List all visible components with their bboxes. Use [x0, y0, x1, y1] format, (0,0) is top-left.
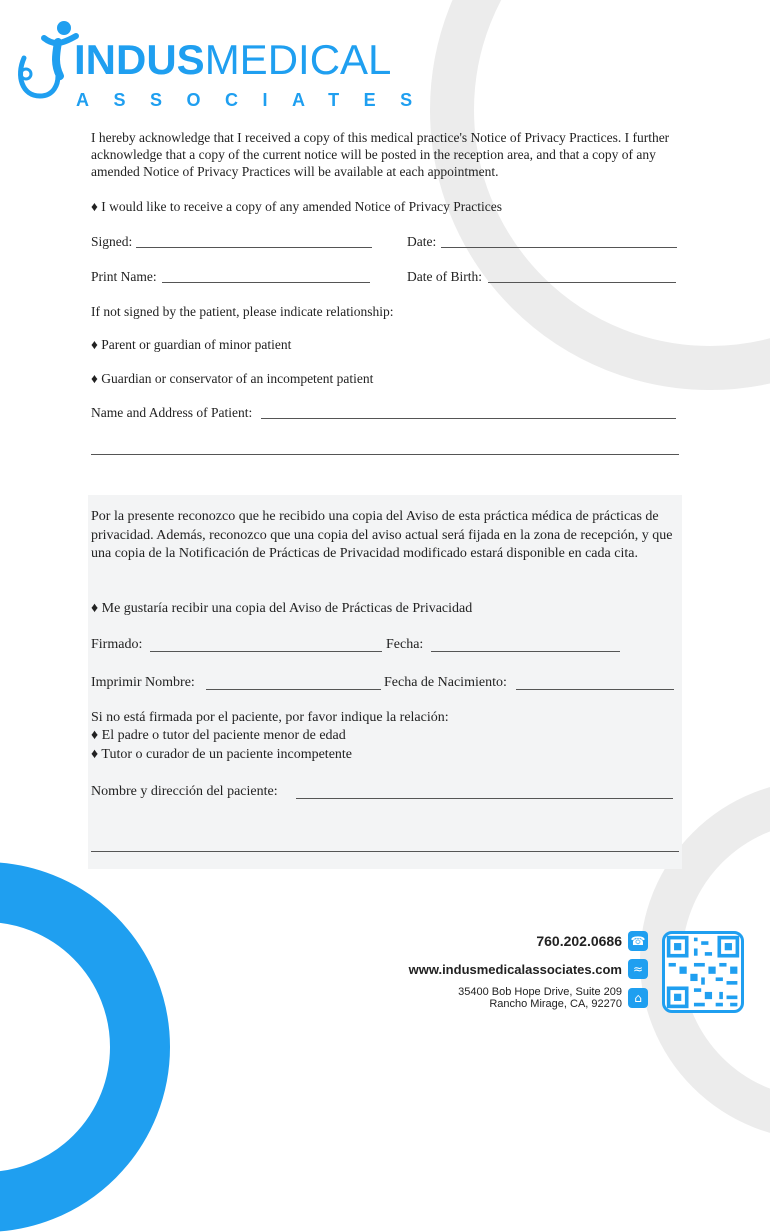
logo-word-bold: INDUS [74, 36, 205, 83]
english-print-name-label: Print Name: [91, 269, 157, 284]
spanish-print-name-field[interactable] [206, 689, 381, 690]
spanish-name-address-field[interactable] [296, 798, 673, 799]
english-date-field[interactable] [441, 247, 677, 248]
contact-phone[interactable]: 760.202.0686 [536, 933, 622, 949]
home-icon: ⌂ [628, 988, 648, 1008]
spanish-intro: Por la presente reconozco que he recibido una copia del Aviso de esta práctica médica de prácticas de privacidad. Además, reconozco que una copia del aviso actual será fijada en la zona de recepción, y que una copia de la Notificación de Prácticas de Privacidad modificado estará disponible en cada cita. [91, 509, 673, 561]
web-icon: ≈ [628, 959, 648, 979]
spanish-option-copy[interactable]: ♦ Me gustaría recibir una copia del Aviso de Prácticas de Privacidad [91, 601, 473, 616]
spanish-date-field[interactable] [431, 651, 620, 652]
english-intro: I hereby acknowledge that I received a copy of this medical practice's Notice of Privacy Practices. I further acknowledge that a copy of the current notice will be posted in the reception area, and that a copy of any amended Notice of Privacy Practices will be available at each appointment. [91, 130, 670, 179]
spanish-dob-label: Fecha de Nacimiento: [384, 675, 507, 690]
spanish-name-address-label: Nombre y dirección del paciente: [91, 784, 278, 799]
english-name-address-label: Name and Address of Patient: [91, 405, 253, 420]
english-print-name-field[interactable] [162, 282, 370, 283]
english-rel-option-guardian[interactable]: ♦ Guardian or conservator of an incompetent patient [91, 371, 374, 386]
phone-icon: ☎ [628, 931, 648, 951]
english-name-address-field[interactable] [261, 418, 676, 419]
decorative-arc-bottom-left [0, 862, 170, 1232]
spanish-print-name-label: Imprimir Nombre: [91, 675, 195, 690]
spanish-relationship-prompt: Si no está firmada por el paciente, por favor indique la relación: [91, 710, 449, 725]
english-rel-option-parent[interactable]: ♦ Parent or guardian of minor patient [91, 337, 292, 352]
contact-address-line2: Rancho Mirage, CA, 92270 [489, 998, 622, 1010]
logo-subtitle: ASSOCIATES [76, 90, 437, 110]
contact-website[interactable]: www.indusmedicalassociates.com [408, 962, 622, 977]
qr-code[interactable] [662, 931, 744, 1013]
spanish-dob-field[interactable] [516, 689, 674, 690]
spanish-date-label: Fecha: [386, 637, 424, 652]
contact-address-line1: 35400 Bob Hope Drive, Suite 209 [458, 986, 622, 998]
english-option-copy[interactable]: ♦ I would like to receive a copy of any amended Notice of Privacy Practices [91, 199, 502, 214]
english-name-address-field-line2[interactable] [91, 454, 679, 455]
english-signed-field[interactable] [136, 247, 372, 248]
spanish-rel-option-guardian[interactable]: ♦ Tutor o curador de un paciente incompetente [91, 747, 353, 762]
logo-word-light: MEDICAL [204, 36, 392, 83]
spanish-rel-option-parent[interactable]: ♦ El padre o tutor del paciente menor de edad [91, 728, 346, 743]
qr-code-pattern [665, 934, 741, 1010]
spanish-signed-field[interactable] [150, 651, 382, 652]
decorative-arc-top-right [430, 0, 770, 390]
spanish-signed-label: Firmado: [91, 637, 143, 652]
english-signed-label: Signed: [91, 234, 133, 249]
english-dob-field[interactable] [488, 282, 676, 283]
english-dob-label: Date of Birth: [407, 269, 482, 284]
english-relationship-prompt: If not signed by the patient, please indicate relationship: [91, 304, 394, 319]
spanish-name-address-field-line2[interactable] [91, 851, 679, 852]
logo-wordmark [74, 36, 391, 84]
indus-medical-logo [14, 16, 437, 110]
english-date-label: Date: [407, 234, 437, 249]
